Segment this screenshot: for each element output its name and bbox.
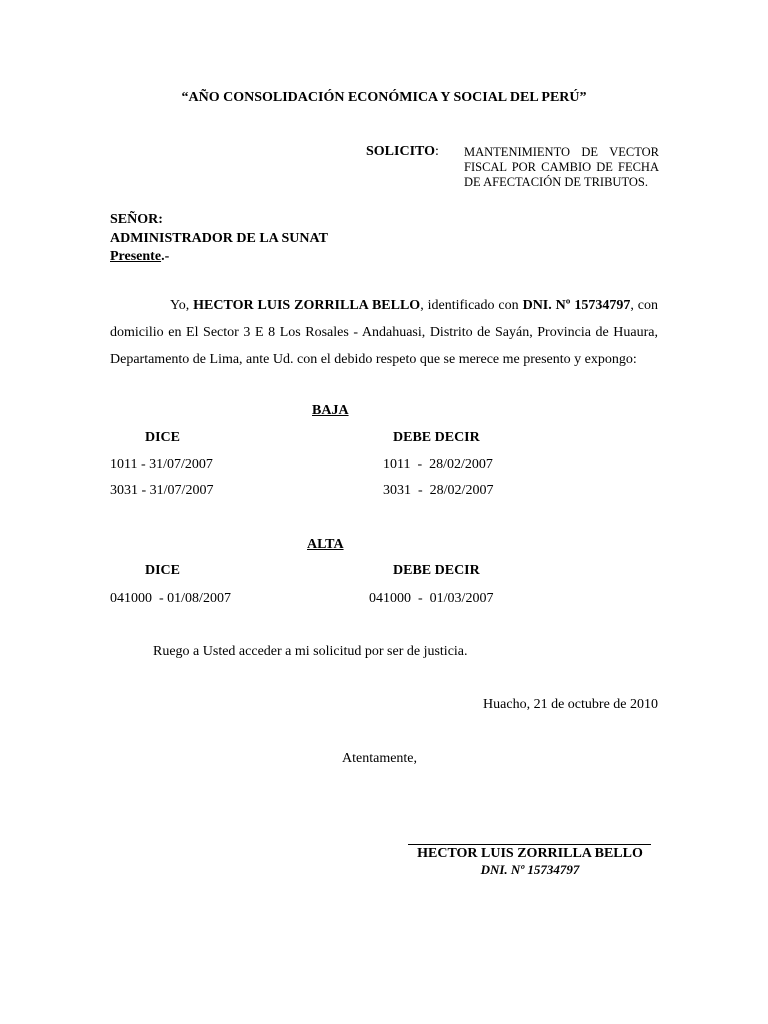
baja-dice-header: DICE <box>145 430 181 445</box>
addressee-line2: ADMINISTRADOR DE LA SUNAT <box>110 231 328 246</box>
signature-dni: DNI. Nº 15734797 <box>480 862 580 877</box>
baja-debe-header: DEBE DECIR <box>393 430 480 445</box>
addressee-line1: SEÑOR: <box>110 212 163 227</box>
body-text1: , identificado con <box>420 298 523 313</box>
solicito-label-text: SOLICITO <box>366 144 435 159</box>
alta-row-1-debe: 041000 - 01/03/2007 <box>369 591 494 606</box>
closing-text: Atentamente, <box>342 751 418 766</box>
baja-row-1-debe: 1011 - 28/02/2007 <box>383 457 493 472</box>
signature-line <box>408 844 651 845</box>
body-name: HECTOR LUIS ZORRILLA BELLO <box>193 298 421 313</box>
date-line: Huacho, 21 de octubre de 2010 <box>483 697 658 712</box>
body-dni: DNI. Nº 15734797 <box>522 298 631 313</box>
baja-row-1-dice: 1011 - 31/07/2007 <box>110 457 213 472</box>
solicito-subject: MANTENIMIENTO DE VECTOR FISCAL POR CAMBIO DE FECHA DE AFECTACIÓN DE TRIBUTOS. <box>464 145 659 189</box>
document-heading: “AÑO CONSOLIDACIÓN ECONÓMICA Y SOCIAL DEL PERÚ” <box>181 90 587 105</box>
baja-row-2-debe: 3031 - 28/02/2007 <box>383 483 494 498</box>
solicito-label <box>366 144 439 160</box>
alta-debe-header: DEBE DECIR <box>393 563 480 578</box>
presente-text: Presente <box>110 249 162 264</box>
body-yo: Yo, <box>170 298 194 313</box>
body-text2: , con domicilio en El Sector 3 E 8 Los Rosales - Andahuasi, Distrito de Sayán, Provincia de Huaura, Departamento de Lima, ante Ud. con el debido respeto que se merece me presento y expongo: <box>110 298 658 367</box>
ruego-text: Ruego a Usted acceder a mi solicitud por ser de justicia. <box>153 644 468 659</box>
baja-title: BAJA <box>312 403 349 418</box>
baja-row-2-dice: 3031 - 31/07/2007 <box>110 483 214 498</box>
alta-row-1-dice: 041000 - 01/08/2007 <box>110 591 231 606</box>
alta-dice-header: DICE <box>145 563 181 578</box>
body-paragraph <box>110 292 658 373</box>
alta-title: ALTA <box>307 537 344 552</box>
addressee-presente <box>110 249 169 265</box>
presente-suffix: .- <box>161 249 170 264</box>
signature-name: HECTOR LUIS ZORRILLA BELLO <box>417 846 643 861</box>
solicito-colon: : <box>435 144 439 159</box>
